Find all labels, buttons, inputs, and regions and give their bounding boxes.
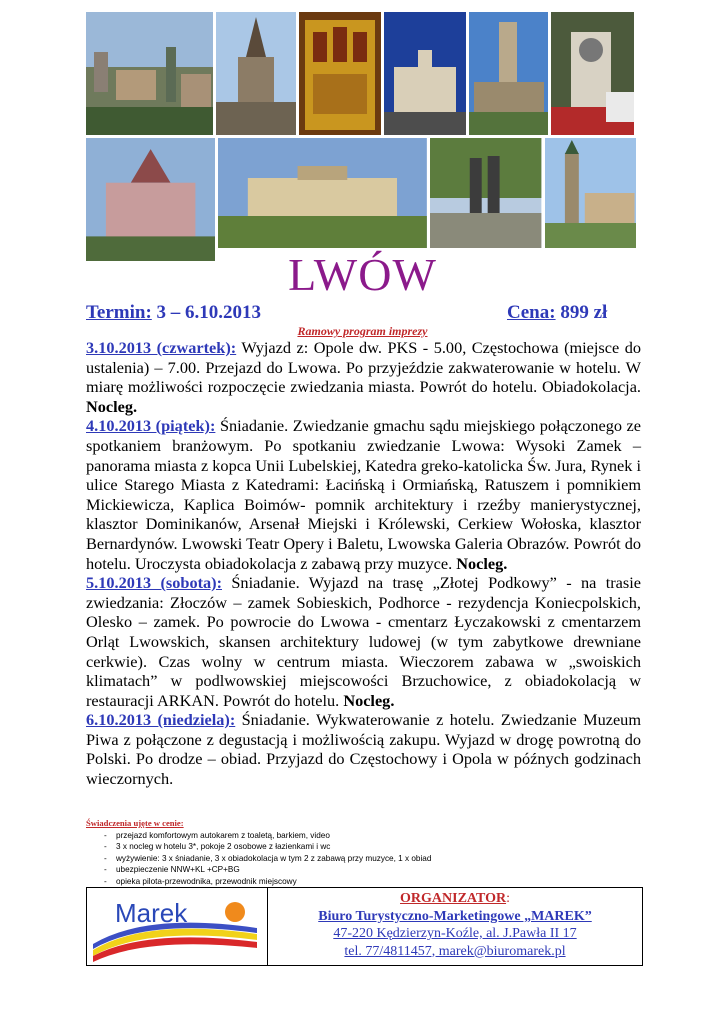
price-value: 899 zł xyxy=(560,302,608,323)
list-item: - ubezpieczenie NNW+KL +CP+BG xyxy=(86,864,526,876)
day-text: Śniadanie. Wykwaterowanie z hotelu. Zwiedzanie Muzeum Piwa z połączone z degustacją i możliwością zakupu. Wyjazd w drogę powrotną do Polski. Po drodze – obiad. Przyjazd do Częstochowy i Opola w późnych godzinach wieczornych. xyxy=(86,710,641,789)
list-item: - przejazd komfortowym autokarem z toaletą, barkiem, video xyxy=(86,830,526,842)
marek-logo xyxy=(87,888,268,965)
organizer-heading: ORGANIZATOR: xyxy=(400,891,510,906)
photo-palace xyxy=(86,138,215,261)
day-text: Wyjazd z: Opole dw. PKS - 5.00, Częstochowa (miejsce do ustalenia) – 7.00. Przejazd do Lwowa. Po przyjeździe zakwaterowanie w hotelu. W miarę możliwości rozpoczęcie zwiedzania miasta. Powrót do hotelu. Obiadokolacja. xyxy=(86,338,641,397)
price xyxy=(507,302,607,324)
list-item: - 3 x nocleg w hotelu 3*, pokoje 2 osobowe z łazienkami i wc xyxy=(86,841,526,853)
photo-cemetery-statue xyxy=(430,138,541,248)
photo-castle xyxy=(218,138,427,248)
organizer-address: 47-220 Kędzierzyn-Koźle, al. J.Pawła II 17 xyxy=(333,926,577,941)
day-end: Nocleg. xyxy=(86,396,138,416)
organizer-name: Biuro Turystyczno-Marketingowe „MAREK” xyxy=(318,908,592,924)
photo-church-spire xyxy=(216,12,296,135)
program-subtitle: Ramowy program imprezy xyxy=(297,324,428,338)
program-body xyxy=(86,338,641,789)
list-item: - wyżywienie: 3 x śniadanie, 3 x obiadokolacja w tym 2 z zabawą przy muzyce, 1 x obiad xyxy=(86,853,526,865)
photo-city-panorama xyxy=(86,12,213,135)
day-paragraph xyxy=(86,573,641,710)
day-paragraph xyxy=(86,338,641,416)
day-end: Nocleg. xyxy=(343,690,395,710)
day-date: 3.10.2013 (czwartek): xyxy=(86,338,237,357)
day-end: Nocleg. xyxy=(456,553,508,573)
logo-text: Marek xyxy=(115,898,188,928)
termin-label: Termin: xyxy=(86,302,152,323)
list-item: - opieka pilota-przewodnika, przewodnik miejscowy xyxy=(86,876,526,888)
photo-iconostasis xyxy=(299,12,381,135)
page-title: LWÓW xyxy=(288,249,437,300)
services-list xyxy=(86,818,526,888)
photo-town-hall xyxy=(469,12,548,135)
photo-monument xyxy=(551,12,634,135)
organizer-box xyxy=(86,887,643,966)
photo-railway-station xyxy=(384,12,466,135)
price-label: Cena: xyxy=(507,302,556,323)
day-date: 4.10.2013 (piątek): xyxy=(86,416,216,436)
day-paragraph xyxy=(86,710,641,788)
photo-old-town xyxy=(545,138,637,248)
day-date: 5.10.2013 (sobota): xyxy=(86,573,222,593)
day-text: Śniadanie. Zwiedzanie gmachu sądu miejskiego połączonego ze spotkaniem branżowym. Po spotkaniu zwiedzanie Lwowa: Wysoki Zamek – panorama miasta z kopca Unii Lubelskiej, Katedra greko-katolicka Św. Jura, Rynek i ulice Starego Miasta z Katedrami: Łacińską i Ormiańską, Ratuszem i pomnikiem Mickiewicza, Kaplica Boimów- pomnik architektury i rzeźby manierystycznej, klasztor Dominikanów, Arsenał Miejski i Królewski, Cerkiew Wołoska, klasztor Bernardynów. Lwowski Teatr Opery i Baletu, Lwowska Galeria Obrazów. Powrót do hotelu. Uroczysta obiadokolacja z zabawą przy muzyce. xyxy=(86,416,642,573)
day-paragraph xyxy=(86,416,641,573)
day-date: 6.10.2013 (niedziela): xyxy=(86,710,236,730)
services-header: Świadczenia ujęte w cenie: xyxy=(86,818,184,828)
organizer-info xyxy=(268,888,642,965)
organizer-contact[interactable]: tel. 77/4811457, marek@biuromarek.pl xyxy=(344,943,566,959)
photo-collage xyxy=(86,12,636,264)
date-price-line xyxy=(86,302,616,324)
termin-value: 3 – 6.10.2013 xyxy=(156,302,262,323)
day-text: Śniadanie. Wyjazd na trasę „Złotej Podkowy” - na trasie zwiedzania: Złoczów – zamek Sobieskich, Podhorce - rezydencja Koniecpolskich, Olesko – zamek. Po powrocie do Lwowa - cmentarz Łyczakowski z cmentarzem Orląt Lwowskich, skansen architektury ludowej (w tym zabytkowe drewniane cerkwie). Czas wolny w centrum miasta. Wieczorem zabawa w „swoiskich klimatach” w podlwowskiej miejscowości Brzuchowice, z obiadokolacją w restauracji ARKAN. Powrót do hotelu. xyxy=(86,573,641,710)
